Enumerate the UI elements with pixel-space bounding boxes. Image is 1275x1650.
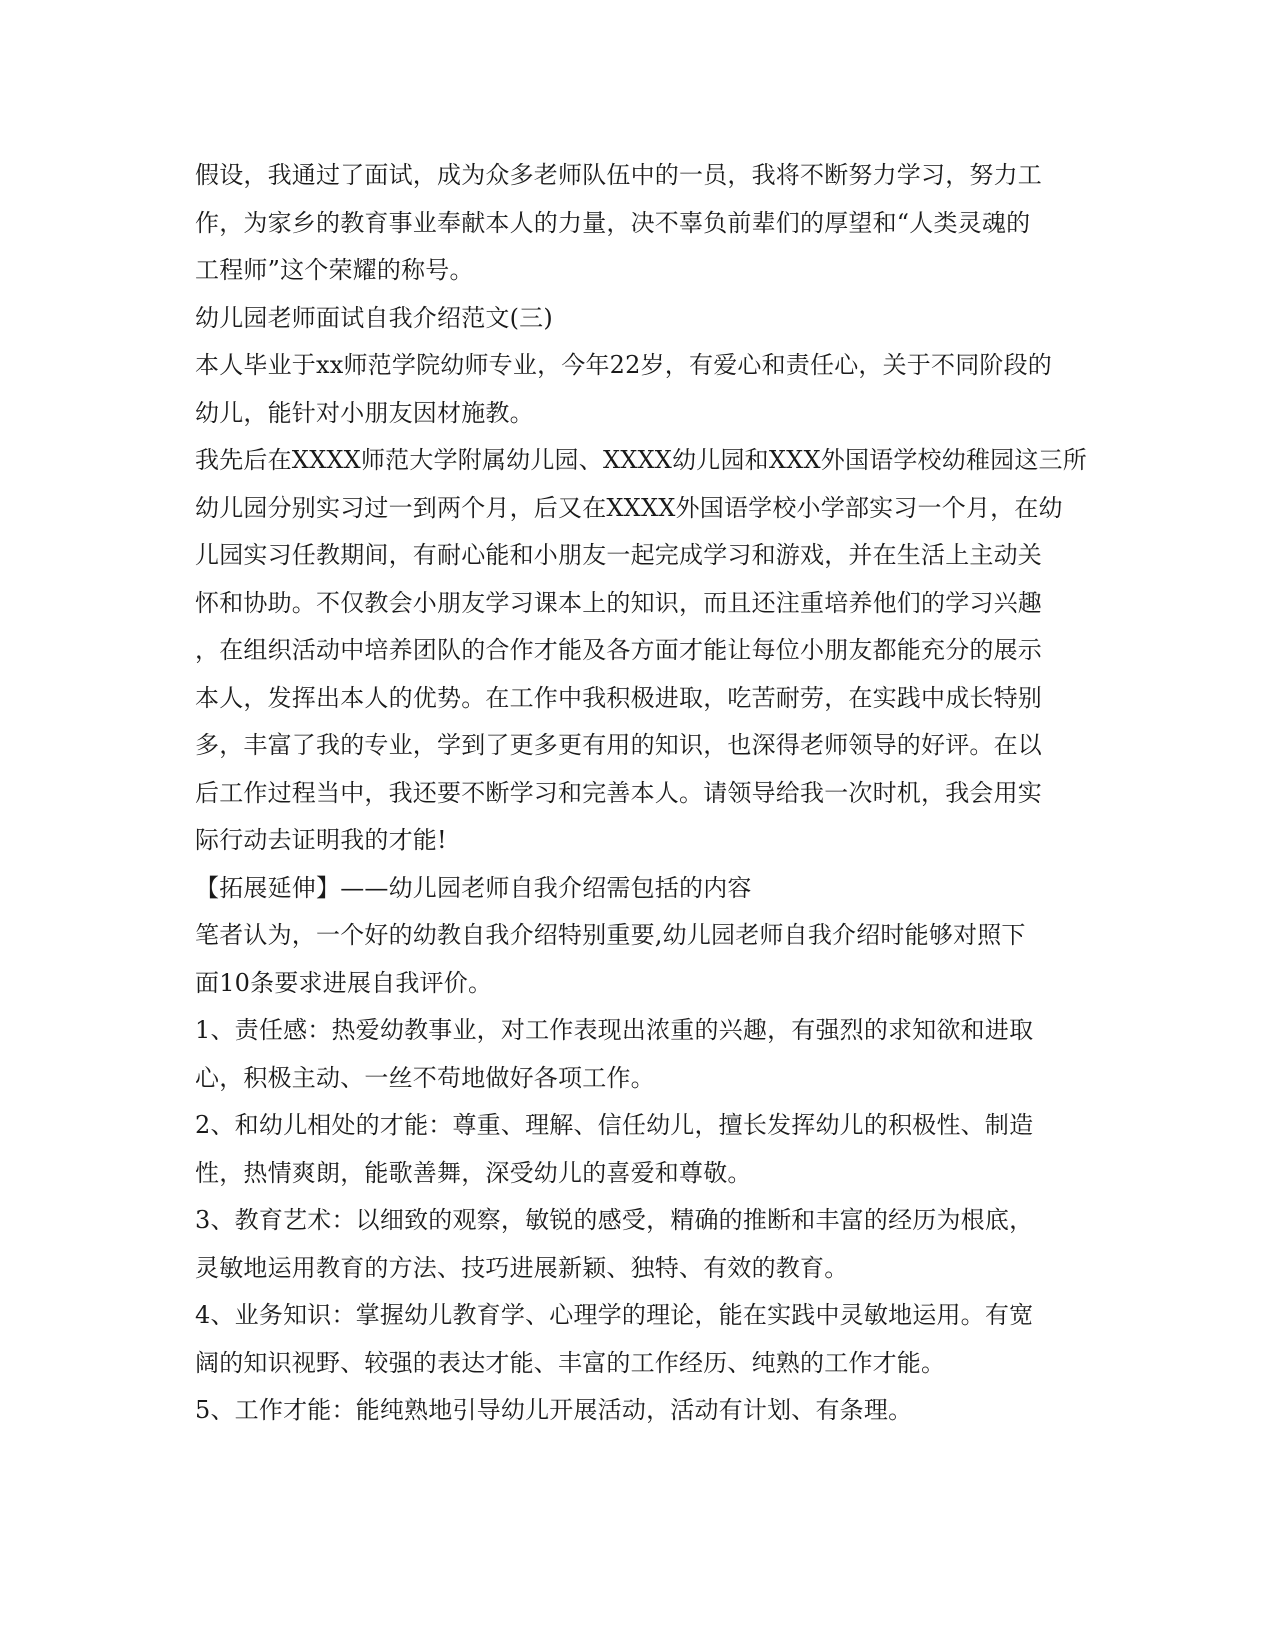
paragraph-line: 幼儿园分别实习过一到两个月，后又在XXXX外国语学校小学部实习一个月，在幼 xyxy=(195,493,1063,522)
paragraph-line: ，在组织活动中培养团队的合作才能及各方面才能让每位小朋友都能充分的展示 xyxy=(195,636,1042,664)
list-item-line: 3、教育艺术：以细致的观察，敏锐的感受，精确的推断和丰富的经历为根底， xyxy=(195,1206,1034,1234)
section-heading: 【拓展延伸】——幼儿园老师自我介绍需包括的内容 xyxy=(195,873,752,902)
paragraph-line: 我先后在XXXX师范大学附属幼儿园、XXXX幼儿园和XXX外国语学校幼稚园这三所 xyxy=(195,446,1087,474)
paragraph-line: 幼儿，能针对小朋友因材施教。 xyxy=(195,398,534,427)
paragraph-line: 笔者认为，一个好的幼教自我介绍特别重要,幼儿园老师自我介绍时能够对照下 xyxy=(195,921,1026,949)
paragraph-line: 本人，发挥出本人的优势。在工作中我积极进取，吃苦耐劳，在实践中成长特别 xyxy=(195,683,1042,712)
paragraph-line: 多，丰富了我的专业，学到了更多更有用的知识，也深得老师领导的好评。在以 xyxy=(195,731,1042,759)
list-item-line: 性，热情爽朗，能歌善舞，深受幼儿的喜爱和尊敬。 xyxy=(195,1158,752,1187)
paragraph-line: 工程师”这个荣耀的称号。 xyxy=(195,256,474,284)
list-item-line: 4、业务知识：掌握幼儿教育学、心理学的理论，能在实践中灵敏地运用。有宽 xyxy=(195,1301,1034,1329)
document-body xyxy=(195,152,1085,1435)
list-item-line: 5、工作才能：能纯熟地引导幼儿开展活动，活动有计划、有条理。 xyxy=(195,1396,913,1424)
list-item-line: 2、和幼儿相处的才能：尊重、理解、信任幼儿，擅长发挥幼儿的积极性、制造 xyxy=(195,1111,1034,1139)
list-item-line: 1、责任感：热爱幼教事业，对工作表现出浓重的兴趣，有强烈的求知欲和进取 xyxy=(195,1016,1034,1044)
paragraph-line: 本人毕业于xx师范学院幼师专业，今年22岁，有爱心和责任心，关于不同阶段的 xyxy=(195,351,1053,379)
paragraph-line: 作，为家乡的教育事业奉献本人的力量，决不辜负前辈们的厚望和“人类灵魂的 xyxy=(195,208,1031,237)
paragraph-line: 际行动去证明我的才能! xyxy=(195,826,447,854)
paragraph-line: 儿园实习任教期间，有耐心能和小朋友一起完成学习和游戏，并在生活上主动关 xyxy=(195,541,1042,569)
paragraph-line: 假设，我通过了面试，成为众多老师队伍中的一员，我将不断努力学习，努力工 xyxy=(195,161,1042,189)
list-item-line: 心，积极主动、一丝不苟地做好各项工作。 xyxy=(195,1063,655,1092)
list-item-line: 阔的知识视野、较强的表达才能、丰富的工作经历、纯熟的工作才能。 xyxy=(195,1348,946,1377)
paragraph-line: 怀和协助。不仅教会小朋友学习课本上的知识，而且还注重培养他们的学习兴趣 xyxy=(195,588,1042,617)
section-heading: 幼儿园老师面试自我介绍范文(三) xyxy=(195,303,553,332)
paragraph-line: 面10条要求进展自我评价。 xyxy=(195,968,493,997)
paragraph-line: 后工作过程当中，我还要不断学习和完善本人。请领导给我一次时机，我会用实 xyxy=(195,778,1042,807)
list-item-line: 灵敏地运用教育的方法、技巧进展新颖、独特、有效的教育。 xyxy=(195,1253,849,1282)
